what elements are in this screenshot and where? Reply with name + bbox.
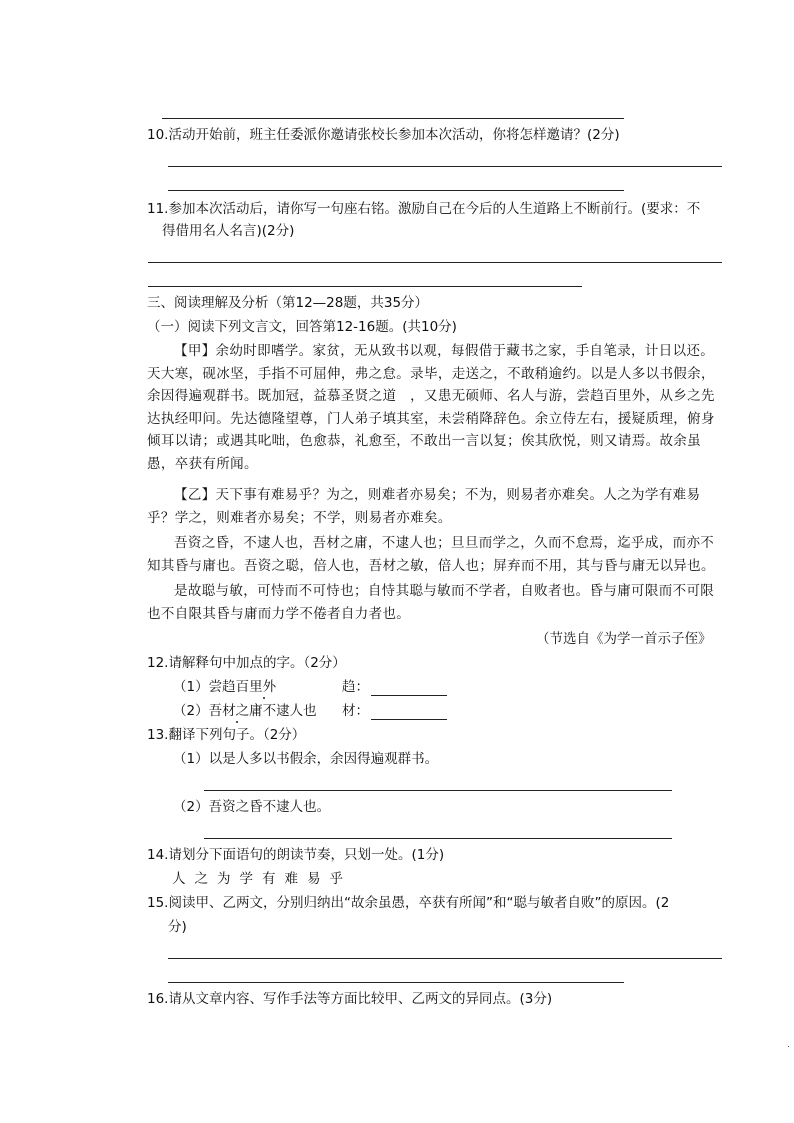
page-mark bbox=[788, 1046, 789, 1047]
passage-yi-para3: 是故聪与敏，可恃而不可恃也；自恃其聪与敏而不学者，自败者也。昏与庸可限而不可限也不自限其昏与庸而力学不倦者自力者也。 bbox=[147, 583, 715, 622]
answer-line bbox=[168, 190, 624, 191]
question-14: 14.请划分下面语句的朗读节奏，只划一处。(1分) bbox=[147, 847, 445, 863]
question-11-line1: 11.参加本次活动后，请你写一句座右铭。激励自己在今后的人生道路上不断前行。(要求：不 bbox=[147, 201, 701, 217]
question-16: 16.请从文章内容、写作手法等方面比较甲、乙两文的异同点。(3分) bbox=[147, 991, 553, 1007]
emphasis-dot bbox=[236, 721, 238, 723]
question-15-line1: 15.阅读甲、乙两文，分别归纳出“故余虽愚，卒获有所闻”和“聪与敏者自败”的原因。(2 bbox=[147, 895, 670, 911]
question-15-line2: 分) bbox=[168, 919, 187, 935]
question-11-line2: 得借用名人名言)(2分) bbox=[162, 223, 295, 239]
q12-item1-answer[interactable] bbox=[342, 678, 447, 696]
answer-line bbox=[148, 286, 582, 287]
passage-jia: 【甲】余幼时即嗜学。家贫，无从致书以观，每假借于藏书之家，手自笔录，计日以还。天大寒，砚冰坚，手指不可屈伸，弗之怠。录毕，走送之，不敢稍逾约。以是人多以书假余，余因得遍观群书。既加冠，益慕圣贤之道 ，又患无硕师、名人与游，尝趋百里外，从乡之先达执经叩问。先达德隆望尊，门人弟子填其室，未尝稍降辞色。余立侍左右，援疑质理，俯身倾耳以请；或遇其叱咄，色愈恭，礼愈至，不敢出一言以复；俟其欣悦，则又请焉。故余虽愚，卒获有所闻。 bbox=[147, 343, 715, 472]
question-10: 10.活动开始前，班主任委派你邀请张校长参加本次活动，你将怎样邀请？(2分) bbox=[147, 127, 620, 143]
answer-line bbox=[168, 958, 722, 959]
answer-line bbox=[204, 790, 672, 791]
answer-line bbox=[148, 262, 722, 263]
answer-line bbox=[168, 982, 624, 983]
answer-line bbox=[162, 118, 624, 119]
question-13: 13.翻译下列句子。（2分） bbox=[147, 727, 306, 743]
passage-source: （节选自《为学一首示子侄》 bbox=[536, 631, 712, 647]
q13-item2: （2）吾资之昏不逮人也。 bbox=[173, 799, 331, 815]
q12-item2-sentence: （2）吾材之庸不逮人也 bbox=[173, 703, 317, 719]
q12-item2-answer[interactable] bbox=[342, 702, 447, 720]
passage-yi: 【乙】天下事有难易乎？为之，则难者亦易矣；不为，则易者亦难矣。人之为学有难易乎？学之，则难者亦易矣；不学，则易者亦难矣。 bbox=[147, 487, 701, 526]
answer-blank[interactable] bbox=[371, 706, 447, 720]
answer-line bbox=[168, 166, 722, 167]
q12-item1-word: 趋： bbox=[342, 679, 369, 695]
emphasis-dot bbox=[263, 697, 265, 699]
answer-line bbox=[204, 838, 672, 839]
q14-sentence: 人之为学有难易乎 bbox=[172, 871, 352, 887]
section-title: 三、阅读理解及分析（第12—28题，共35分） bbox=[147, 295, 429, 311]
q13-item1: （1）以是人多以书假余，余因得遍观群书。 bbox=[173, 751, 439, 767]
question-12: 12.请解释句中加点的字。（2分） bbox=[147, 655, 346, 671]
q12-item2-word: 材： bbox=[342, 703, 369, 719]
answer-blank[interactable] bbox=[371, 682, 447, 696]
q12-item1-sentence: （1）尝趋百里外 bbox=[173, 679, 277, 695]
passage-yi-para2: 吾资之昏，不逮人也，吾材之庸，不逮人也；旦旦而学之，久而不怠焉，迄乎成，而亦不知其昏与庸也。吾资之聪，倍人也，吾材之敏，倍人也；屏弃而不用，其与昏与庸无以异也。 bbox=[147, 535, 715, 574]
subsection-title: （一）阅读下列文言文，回答第12-16题。(共10分) bbox=[147, 319, 457, 335]
